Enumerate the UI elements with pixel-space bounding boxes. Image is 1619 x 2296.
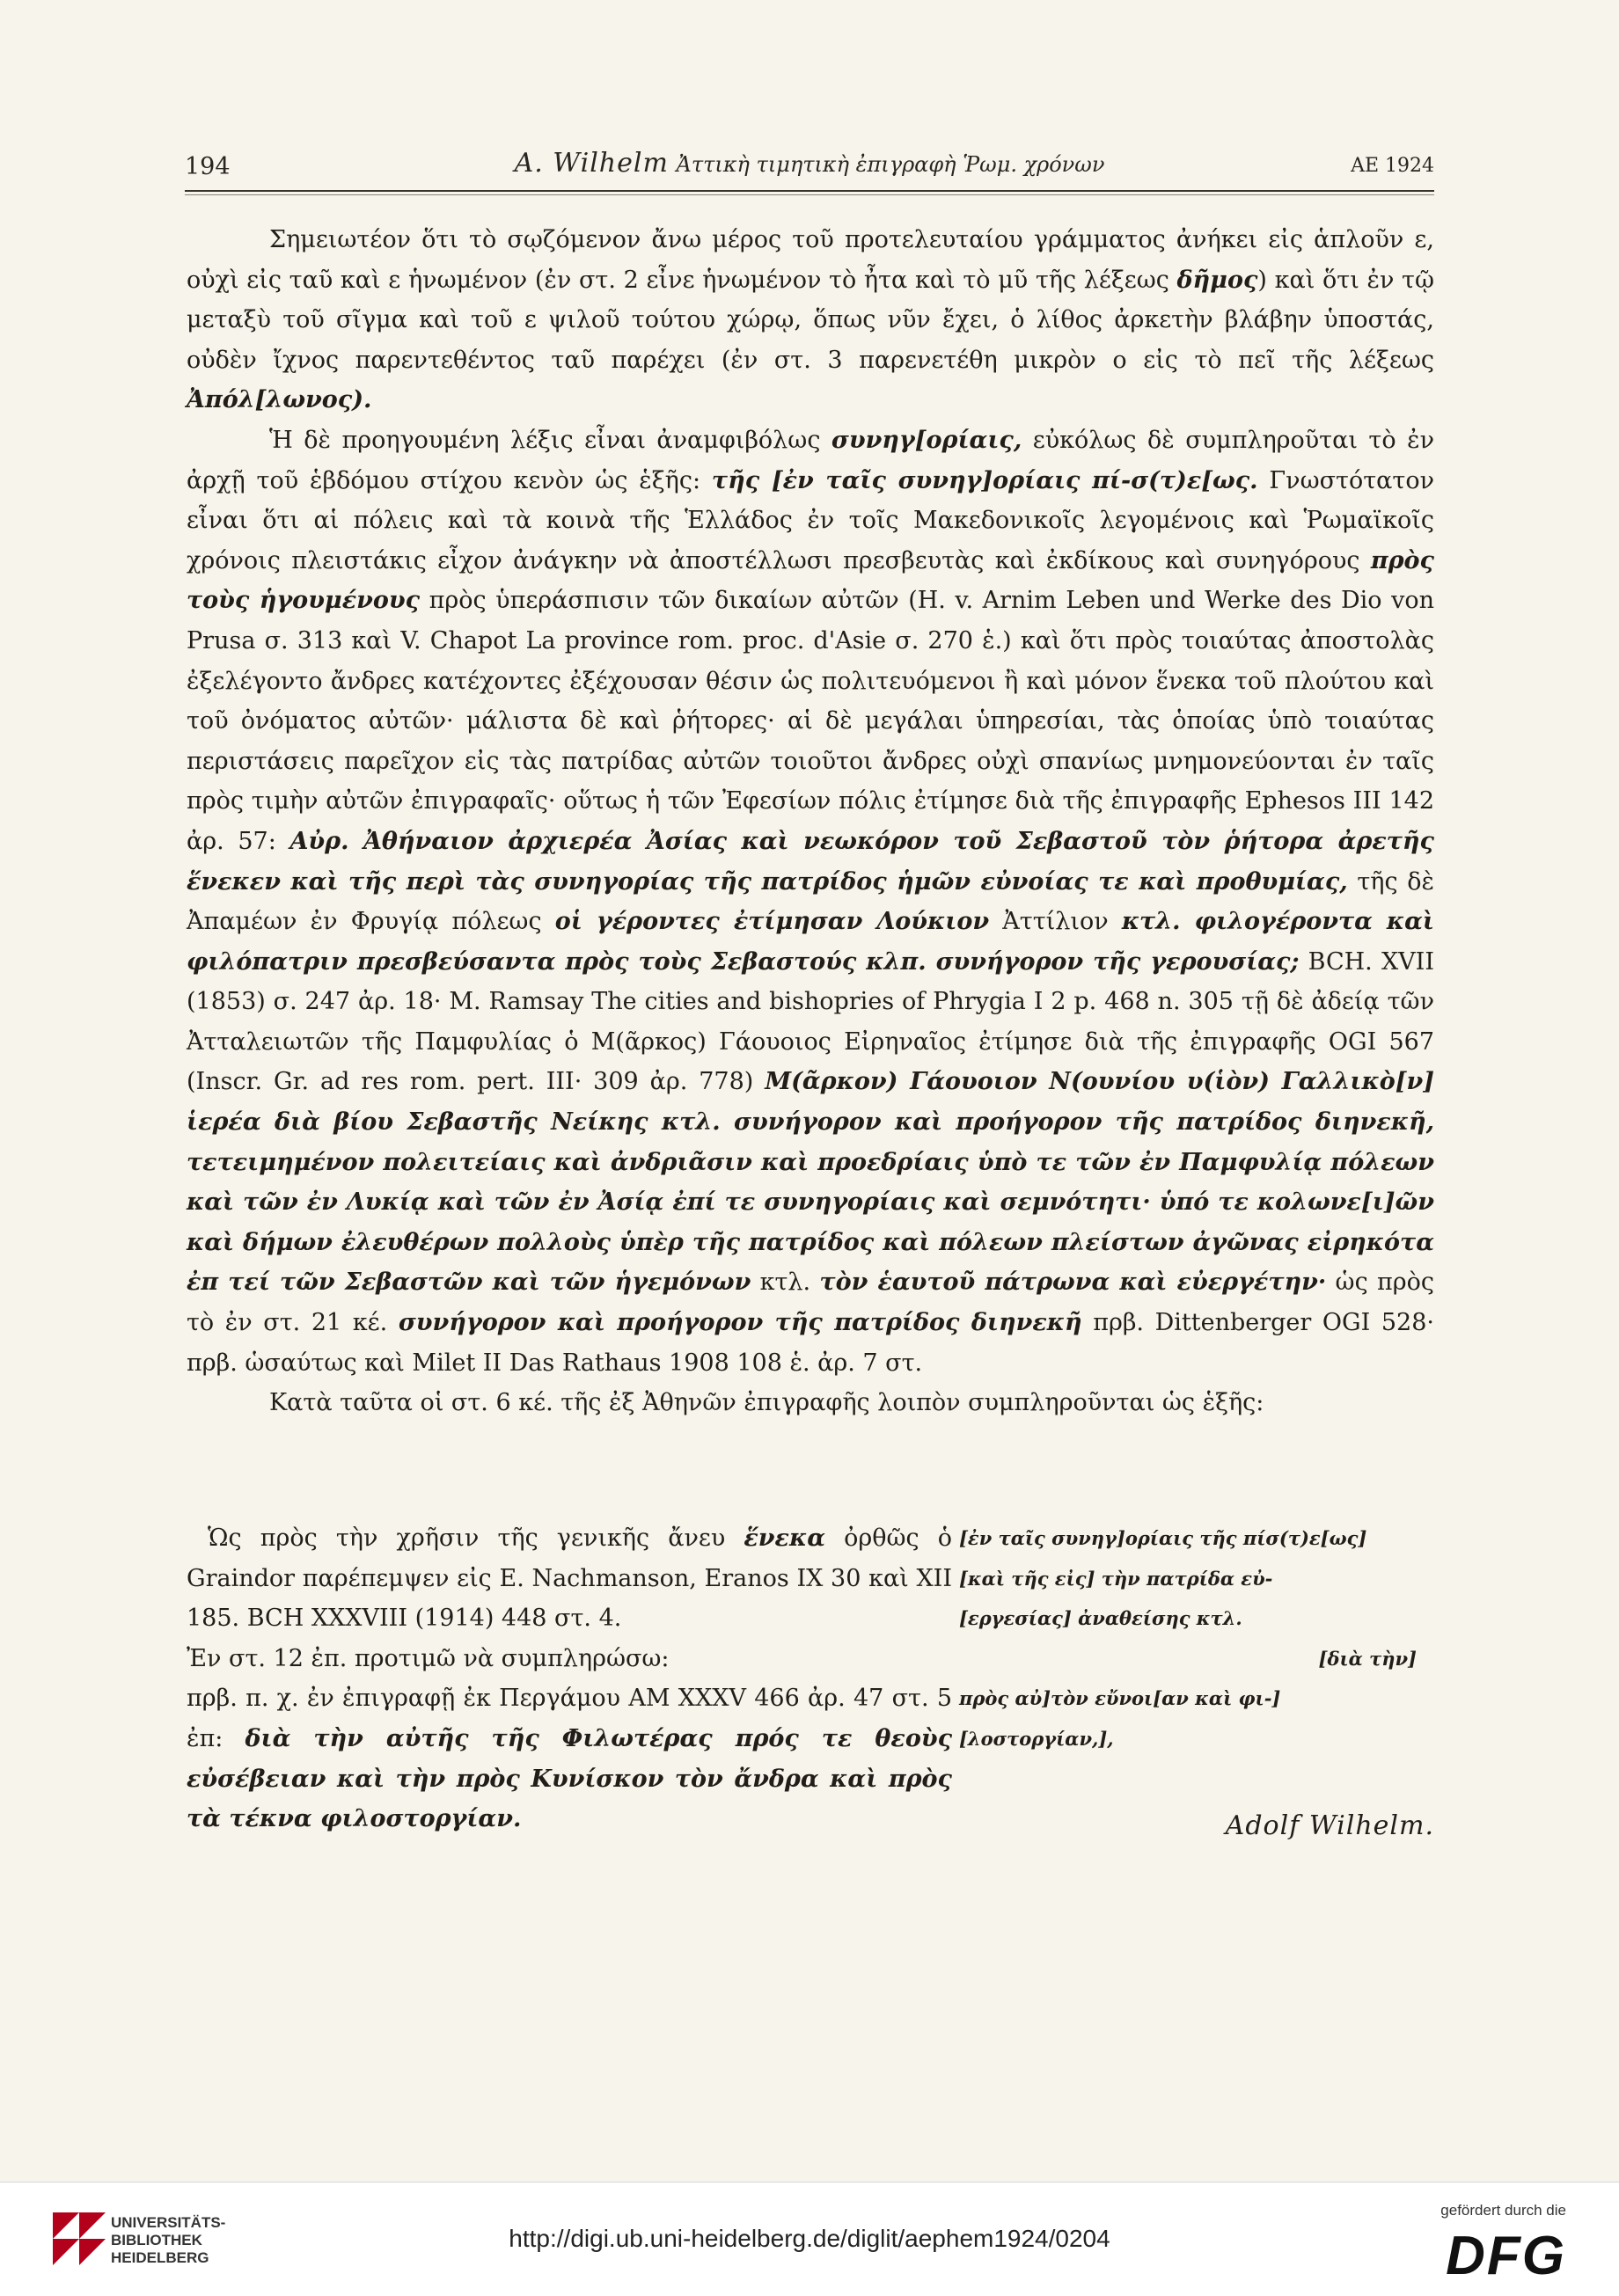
library-name-line-1: UNIVERSITÄTS- xyxy=(111,2214,226,2231)
restoration-line-4: [διὰ τὴν] xyxy=(1318,1647,1417,1670)
commentary-paragraph-2 xyxy=(187,1639,952,1679)
text-run: Ἐν στ. 12 ἐπ. προτιμῶ νὰ συμπληρώσω: xyxy=(187,1644,670,1672)
inscription-quote: πρὸς τοὺς ἡγουμένους xyxy=(187,546,1434,615)
text-run: Κατὰ ταῦτα οἱ στ. 6 κέ. τῆς ἐξ Ἀθηνῶν ἐπιγραφῆς λοιπὸν συμπληροῦνται ὡς ἑξῆς: xyxy=(269,1389,1264,1417)
running-article-title: Ἀττικὴ τιμητικὴ ἐπιγραφὴ Ῥωμ. χρόνων xyxy=(676,152,1105,177)
inscription-quote: διὰ τὴν αὐτῆς τῆς Φιλωτέρας πρός τε θεοὺς εὐσέβειαν καὶ τὴν πρὸς Κυνίσκον τὸν ἄνδρα καὶ πρὸς τὰ τέκνα φιλοστοργίαν. xyxy=(187,1724,953,1833)
inscription-quote: τῆς [ἐν ταῖς συνηγ]ορίαις πί-σ(τ)ε[ως. xyxy=(711,466,1258,494)
inscription-quote: συνηγ[ορίαις, xyxy=(831,426,1022,454)
text-run: Ἀττίλιον xyxy=(989,908,1122,936)
journal-label: ΑΕ 1924 xyxy=(1351,155,1434,177)
commentary-paragraph-1 xyxy=(187,1518,952,1639)
paragraph-2 xyxy=(187,420,1434,1383)
inscription-quote: ἕνεκα xyxy=(744,1525,825,1552)
paragraph-3 xyxy=(187,1383,1434,1423)
dfg-logo[interactable]: DFG xyxy=(1446,2226,1566,2286)
inscription-quote: κτλ. φιλογέροντα καὶ φιλόπατριν πρεσβεύσαντα πρὸς τοὺς Σεβαστούς κλπ. συνήγορον τῆς γερουσίας; xyxy=(187,908,1434,976)
running-author: A. Wilhelm xyxy=(514,148,669,179)
header-rule-thin xyxy=(185,194,1434,195)
text-run: ὀρθῶς ὁ Graindor παρέπεμψεν εἰς E. Nachmanson, Eranos IX 30 καὶ XII 185. BCH XXXVIII (1914) 448 στ. 4. xyxy=(187,1525,952,1633)
library-name-line-3: HEIDELBERG xyxy=(111,2249,209,2266)
main-text xyxy=(187,220,1434,1423)
inscription-quote: δῆμος xyxy=(1176,266,1258,294)
restoration-line-6: [λοστοργίαν,], xyxy=(959,1727,1114,1750)
text-run: ) καὶ ὅτι ἐν τῷ μεταξὺ τοῦ σῖγμα καὶ τοῦ ε ψιλοῦ τούτου χώρῳ, ὅπως νῦν ἔχει, ὁ λίθος ἀρκετὴν βλάβην ὑποστάς, οὐδὲν ἴχνος παρεντεθέντος ταῦ παρέχει (ἐν στ. 3 παρενετέθη μικρὸν ο εἰς τὸ πεῖ τῆς λέξεως xyxy=(187,266,1434,374)
inscription-quote: οἱ γέροντες ἐτίμησαν Λούκιον xyxy=(554,908,990,936)
text-run: ὡς πρὸς τὸ ἐν στ. 21 κέ. xyxy=(187,1269,1434,1337)
running-head xyxy=(185,148,1434,183)
inscription-quote: Ἀπόλ[λωνος). xyxy=(187,386,372,414)
text-run: Σημειωτέον ὅτι τὸ σῳζόμενον ἄνω μέρος τοῦ προτελευταίου γράμματος ἀνήκει εἰς ἁπλοῦν ε, οὐχὶ εἰς ταῦ καὶ ε ἡνωμένον (ἐν στ. 2 εἶνε ἡνωμένον τὸ ἦτα καὶ τὸ μῦ τῆς λέξεως xyxy=(187,226,1434,294)
restoration-line-3: [εργεσίας] ἀναθείσης κτλ. xyxy=(959,1607,1242,1630)
restoration-column xyxy=(959,1518,1434,1759)
text-run: πρὸς ὑπεράσπισιν τῶν δικαίων αὐτῶν (H. v. Arnim Leben und Werke des Dio von Prusa σ. 313 καὶ V. Chapot La province rom. proc. d'Asie σ. 270 ἑ.) καὶ ὅτι πρὸς τοιαύτας ἀποστολὰς ἐξελέγοντο ἄνδρες κατέχοντες ἐξέχουσαν θέσιν ὡς πολιτευόμενοι ἢ καὶ μόνον ἕνεκα τοῦ πλούτου καὶ τοῦ ὀνόματος αὐτῶν· μάλιστα δὲ καὶ ῥήτορες· αἱ δὲ μεγάλαι ὑπηρεσίαι, τὰς ὁποίας ὑπὸ τοιαύτας περιστάσεις παρεῖχον εἰς τὰς πατρίδας αὐτῶν τοιοῦτοι ἄνδρες οὐχὶ σπανίως μνημονεύονται ἐν ταῖς πρὸς τιμὴν αὐτῶν ἐπιγραφαῖς· οὕτως ἡ τῶν Ἐφεσίων πόλις ἐτίμησε διὰ τῆς ἐπιγραφῆς Ephesos III 142 ἀρ. 57: xyxy=(187,587,1434,855)
running-title xyxy=(185,148,1434,179)
restoration-line-1: [ἐν ταῖς συνηγ]ορίαις τῆς πίσ(τ)ε[ως] xyxy=(959,1527,1367,1549)
inscription-quote: τὸν ἑαυτοῦ πάτρωνα καὶ εὐεργέτην· xyxy=(819,1269,1327,1297)
text-run: Γνωστότατον εἶναι ὅτι αἱ πόλεις καὶ τὰ κοινὰ τῆς Ἑλλάδος ἐν τοῖς Μακεδονικοῖς λεγομένοις καὶ Ῥωμαϊκοῖς χρόνοις πλειστάκις εἶχον ἀνάγκην νὰ ἀποστέλλωσι πρεσβευτὰς καὶ ἐκδίκους καὶ συνηγόρους xyxy=(187,466,1434,574)
digitization-footer xyxy=(0,2182,1619,2296)
text-run: τῆς δὲ Ἀπαμέων ἐν Φρυγίᾳ πόλεως xyxy=(187,867,1434,936)
page-number: 194 xyxy=(185,153,231,180)
funded-by-label: gefördert durch die xyxy=(1440,2202,1566,2219)
inscription-quote: συνήγορον καὶ προήγορον τῆς πατρίδος διηνεκῆ xyxy=(398,1309,1082,1337)
text-run: Ἡ δὲ προηγουμένη λέξις εἶναι ἀναμφιβόλως xyxy=(269,426,831,454)
inscription-quote: Αὐρ. Ἀθήναιον ἀρχιερέα Ἀσίας καὶ νεωκόρον τοῦ Σεβαστοῦ τὸν ῥήτορα ἀρετῆς ἕνεκεν καὶ τῆς περὶ τὰς συνηγορίας τῆς πατρίδος ἡμῶν εὐνοίας τε καὶ προθυμίας, xyxy=(187,827,1434,896)
text-run: πρβ. π. χ. ἐν ἐπιγραφῇ ἐκ Περγάμου AM XXXV 466 ἀρ. 47 στ. 5 ἐπ: xyxy=(187,1685,952,1752)
library-name-line-2: BIBLIOTHEK xyxy=(111,2232,202,2248)
text-run: εὐκόλως δὲ συμπληροῦται τὸ ἐν ἀρχῇ τοῦ ἑβδόμου στίχου κενὸν ὡς ἑξῆς: xyxy=(187,426,1434,494)
text-run: πρβ. Dittenberger OGI 528· πρβ. ὡσαύτως καὶ Milet II Das Rathaus 1908 108 ἑ. ἀρ. 7 στ. xyxy=(187,1309,1434,1377)
restoration-line-2: [καὶ τῆς εἰς] τὴν πατρίδα εὐ- xyxy=(959,1567,1273,1590)
text-run: BCH. XVII (1853) σ. 247 ἀρ. 18· M. Ramsay The cities and bishopries of Phrygia I 2 p. 468 n. 305 τῇ δὲ ἀδείᾳ τῶν Ἀτταλειωτῶν τῆς Παμφυλίας ὁ Μ(ᾶρκος) Γάουοιος Εἰρηναῖος ἐτίμησε διὰ τῆς ἐπιγραφῆς OGI 567 (Inscr. Gr. ad res rom. pert. III· 309 ἀρ. 778) xyxy=(187,947,1434,1096)
inscription-quote: Μ(ᾶρκον) Γάουοιον Ν(ουνίου υ(ἱὸν) Γαλλικὸ[ν] ἱερέα διὰ βίου Σεβαστῆς Νείκης κτλ. συνήγορον καὶ προήγορον τῆς πατρίδος διηνεκῆ, τετειμημένον πολειτείαις καὶ ἀνδριᾶσιν καὶ προεδρίαις ὑπὸ τε τῶν ἐν Παμφυλίᾳ πόλεων καὶ τῶν ἐν Λυκίᾳ καὶ τῶν ἐν Ἀσίᾳ ἐπί τε συνηγορίαις καὶ σεμνότητι· ὑπό τε κολωνε[ι]ῶν καὶ δήμων ἐλευθέρων πολλοὺς ὑπὲρ τῆς πατρίδος καὶ πόλεων πλείστων ἀγῶνας εἰρηκότα ἐπ τεί τῶν Σεβαστῶν καὶ τῶν ἡγεμόνων xyxy=(187,1068,1434,1297)
commentary-paragraph-3 xyxy=(187,1678,952,1839)
commentary-column xyxy=(187,1518,952,1839)
header-rule xyxy=(185,190,1434,192)
text-run: Ὡς πρὸς τὴν χρῆσιν τῆς γενικῆς ἄνευ xyxy=(208,1525,744,1552)
text-run: κτλ. xyxy=(751,1269,820,1297)
author-signature: Adolf Wilhelm. xyxy=(1225,1810,1434,1841)
restoration-line-5: πρὸς αὐ]τὸν εὔνοι[αν καὶ φι-] xyxy=(959,1687,1281,1710)
paragraph-1 xyxy=(187,220,1434,420)
permalink-url[interactable]: http://digi.ub.uni-heidelberg.de/diglit/aephem1924/0204 xyxy=(509,2225,1110,2252)
